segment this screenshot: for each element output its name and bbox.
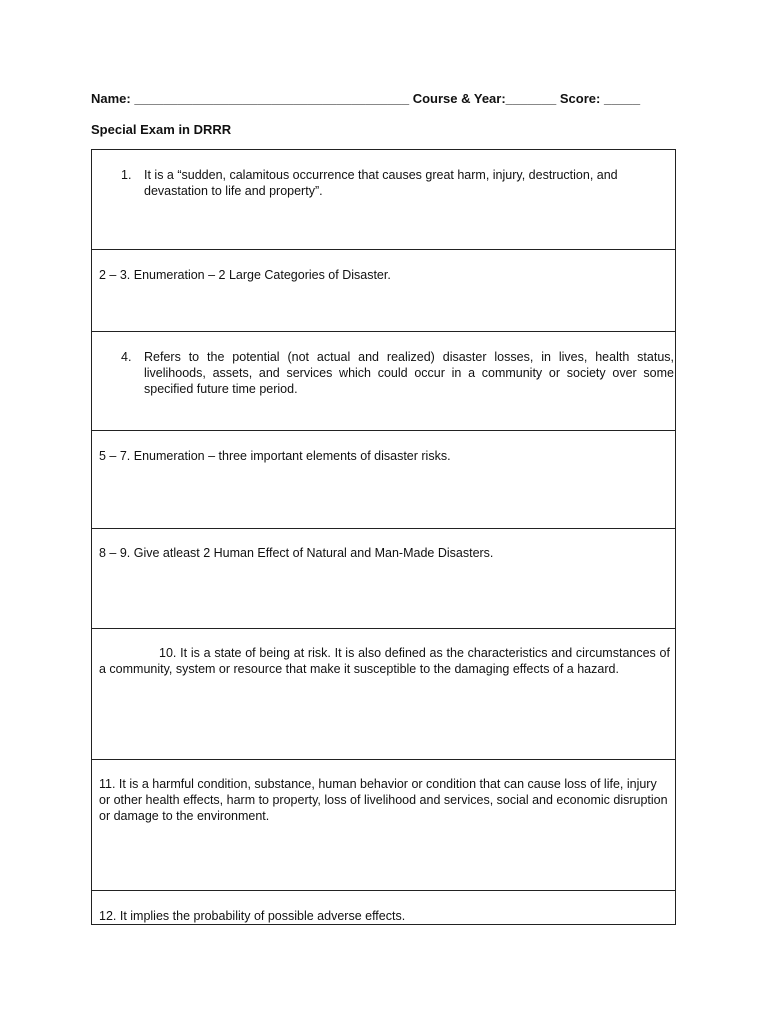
question-10 — [92, 629, 675, 760]
question-8-9 — [92, 529, 675, 629]
question-text: 5 – 7. Enumeration – three important elements of disaster risks. — [99, 449, 451, 463]
question-text: It is a “sudden, calamitous occurrence that causes great harm, injury, destruction, and devastation to life and property”. — [144, 168, 618, 198]
question-number: 1. — [121, 168, 132, 182]
question-text: 10. It is a state of being at risk. It is also defined as the characteristics and circumstances of a community, system or resource that make it susceptible to the damaging effects of a hazard. — [99, 646, 670, 676]
question-5-7 — [92, 431, 675, 529]
question-table — [91, 149, 676, 925]
question-text: 11. It is a harmful condition, substance, human behavior or condition that can cause loss of life, injury or other health effects, harm to property, loss of livelihood and services, social and economic disruption or damage to the environment. — [99, 777, 668, 823]
question-text: Refers to the potential (not actual and realized) disaster losses, in lives, health status, livelihoods, assets, and services which could occur in a community or society over some specified future time period. — [144, 350, 674, 396]
student-info-line: Name: ______________________________________ Course & Year:_______ Score: _____ — [91, 91, 641, 106]
question-1 — [92, 150, 675, 250]
question-number: 4. — [121, 350, 132, 364]
question-12 — [92, 891, 675, 925]
question-11 — [92, 760, 675, 891]
question-2-3 — [92, 250, 675, 332]
question-text: 2 – 3. Enumeration – 2 Large Categories of Disaster. — [99, 268, 391, 282]
question-text: 8 – 9. Give atleast 2 Human Effect of Natural and Man-Made Disasters. — [99, 546, 494, 560]
question-4 — [92, 332, 675, 431]
question-text: 12. It implies the probability of possible adverse effects. — [99, 909, 406, 923]
exam-title: Special Exam in DRRR — [91, 122, 232, 137]
